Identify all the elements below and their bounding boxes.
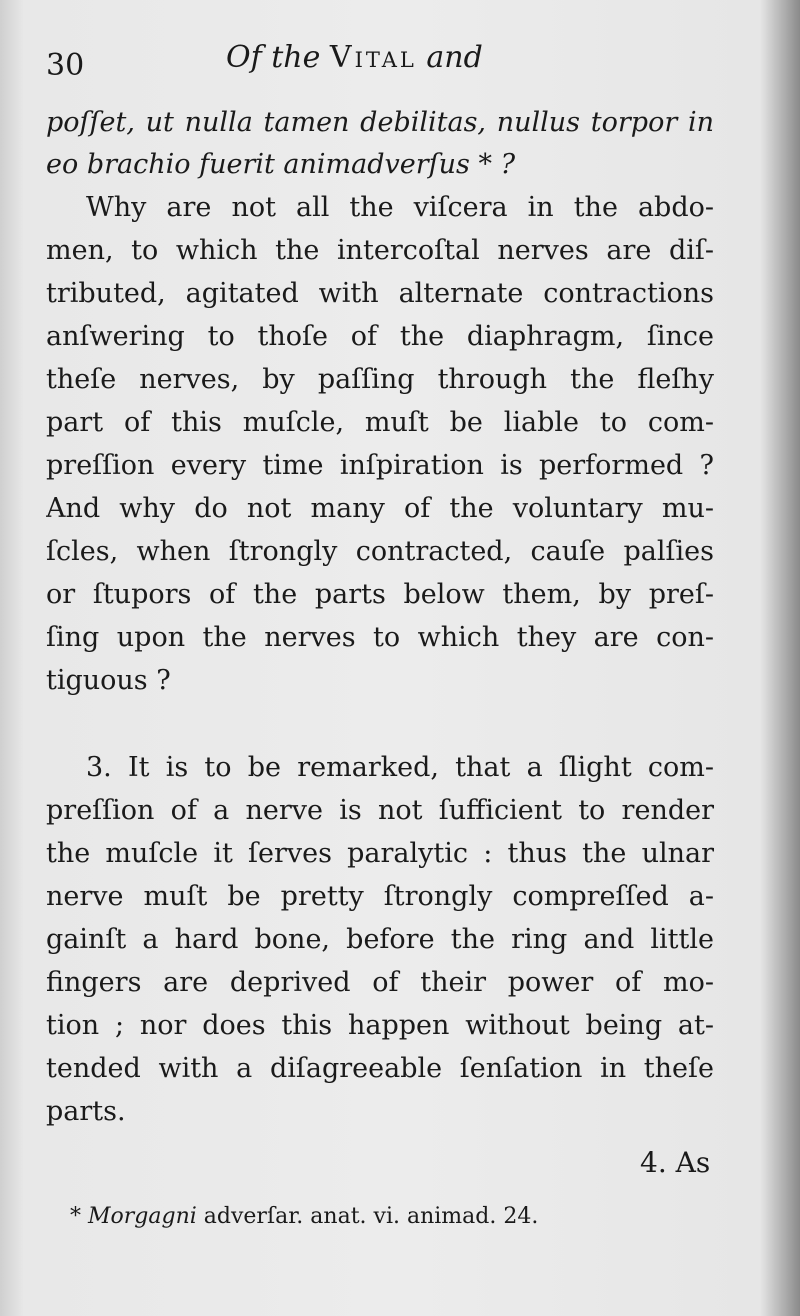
text-line: or ſtupors of the parts below them, by preſ- — [46, 579, 714, 610]
text-line: part of this muſcle, muſt be liable to com- — [46, 407, 714, 438]
footnote-author: Morgagni — [88, 1204, 197, 1229]
text-line: Why are not all the viſcera in the abdo- — [86, 192, 714, 223]
running-head-caps: Vital — [329, 40, 417, 75]
text-line: anſwering to thoſe of the diaphragm, ſince — [46, 321, 714, 352]
text-line: And why do not many of the voluntary mu- — [46, 493, 714, 524]
text-line: tended with a diſagreeable ſenſation in theſe — [46, 1053, 714, 1084]
running-head-prefix: Of the — [226, 40, 321, 75]
text-line: tiguous ? — [46, 665, 171, 696]
text-line: ſing upon the nerves to which they are con- — [46, 622, 714, 653]
footnote-marker: * — [70, 1204, 81, 1229]
text-line: 3. It is to be remarked, that a ſlight com- — [86, 752, 714, 783]
text-line: preſſion of a nerve is not ſufficient to render — [46, 795, 714, 826]
text-line: preſſion every time inſpiration is performed ? — [46, 450, 714, 481]
page-header — [46, 40, 746, 90]
text-line: parts. — [46, 1096, 126, 1127]
running-head-suffix: and — [426, 40, 483, 75]
text-line: the muſcle it ſerves paralytic : thus the ulnar — [46, 838, 714, 869]
text-line: poſſet, ut nulla tamen debilitas, nullus torpor in — [46, 107, 714, 138]
text-line: nerve muſt be pretty ſtrongly compreſſed a- — [46, 881, 714, 912]
text-line: theſe nerves, by paſſing through the fleſhy — [46, 364, 714, 395]
text-line: men, to which the intercoſtal nerves are diſ- — [46, 235, 714, 266]
running-head — [226, 40, 483, 75]
text-line: ſcles, when ſtrongly contracted, cauſe palſies — [46, 536, 714, 567]
text-line: tributed, agitated with alternate contractions — [46, 278, 714, 309]
text-line: eo brachio fuerit animadverſus * ? — [46, 149, 516, 180]
footnote — [70, 1204, 538, 1229]
text-line: fingers are deprived of their power of mo- — [46, 967, 714, 998]
footnote-citation: adverſar. anat. vi. animad. 24. — [203, 1204, 539, 1229]
text-line: gainſt a hard bone, before the ring and little — [46, 924, 714, 955]
page-number: 30 — [46, 48, 85, 83]
text-line: tion ; nor does this happen without being at- — [46, 1010, 714, 1041]
catchword: 4. As — [640, 1146, 711, 1179]
